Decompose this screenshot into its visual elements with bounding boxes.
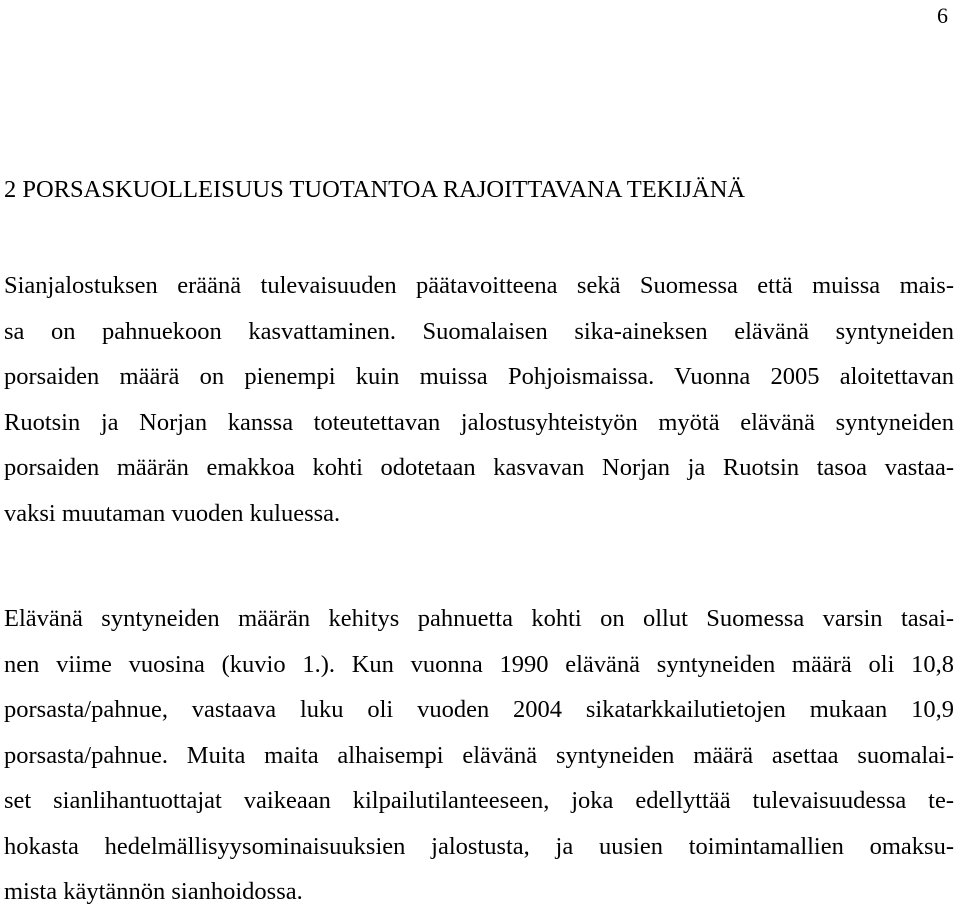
- paragraph-line: porsasta/pahnue, vastaava luku oli vuoden 2004 sikatarkkailutietojen mukaan 10,9: [4, 696, 954, 723]
- paragraph-line: nen viime vuosina (kuvio 1.). Kun vuonna 1990 elävänä syntyneiden määrä oli 10,8: [4, 650, 954, 678]
- paragraph-line: Sianjalostuksen eräänä tulevaisuuden päätavoitteena sekä Suomessa että muissa mais-: [4, 272, 954, 299]
- paragraph-line: Elävänä syntyneiden määrän kehitys pahnuetta kohti on ollut Suomessa varsin tasai-: [4, 605, 954, 632]
- paragraph-line: porsasta/pahnue. Muita maita alhaisempi elävänä syntyneiden määrä asettaa suomalai-: [4, 741, 954, 769]
- paragraph-line: hokasta hedelmällisyysominaisuuksien jalostusta, ja uusien toimintamallien omaksu-: [4, 832, 954, 860]
- paragraph-line: vaksi muutaman vuoden kuluessa.: [4, 499, 341, 527]
- paragraph-2: [4, 596, 954, 915]
- paragraph-line: porsaiden määrän emakkoa kohti odotetaan kasvavan Norjan ja Ruotsin tasoa vastaa-: [4, 454, 954, 481]
- paragraph-line: sa on pahnuekoon kasvattaminen. Suomalaisen sika-aineksen elävänä syntyneiden: [4, 317, 954, 345]
- paragraph-line: porsaiden määrä on pienempi kuin muissa Pohjoismaissa. Vuonna 2005 aloitettavan: [4, 363, 954, 390]
- paragraph-line: set sianlihantuottajat vaikeaan kilpailutilanteeseen, joka edellyttää tulevaisuudessa te-: [4, 787, 954, 814]
- section-heading: 2 PORSASKUOLLEISUUS TUOTANTOA RAJOITTAVANA TEKIJÄNÄ: [4, 176, 746, 203]
- paragraph-1: [4, 263, 954, 536]
- page-number: 6: [937, 3, 948, 28]
- paragraph-line: mista käytännön sianhoidossa.: [4, 878, 303, 905]
- paragraph-line: Ruotsin ja Norjan kanssa toteutettavan jalostusyhteistyön myötä elävänä syntyneiden: [4, 408, 954, 436]
